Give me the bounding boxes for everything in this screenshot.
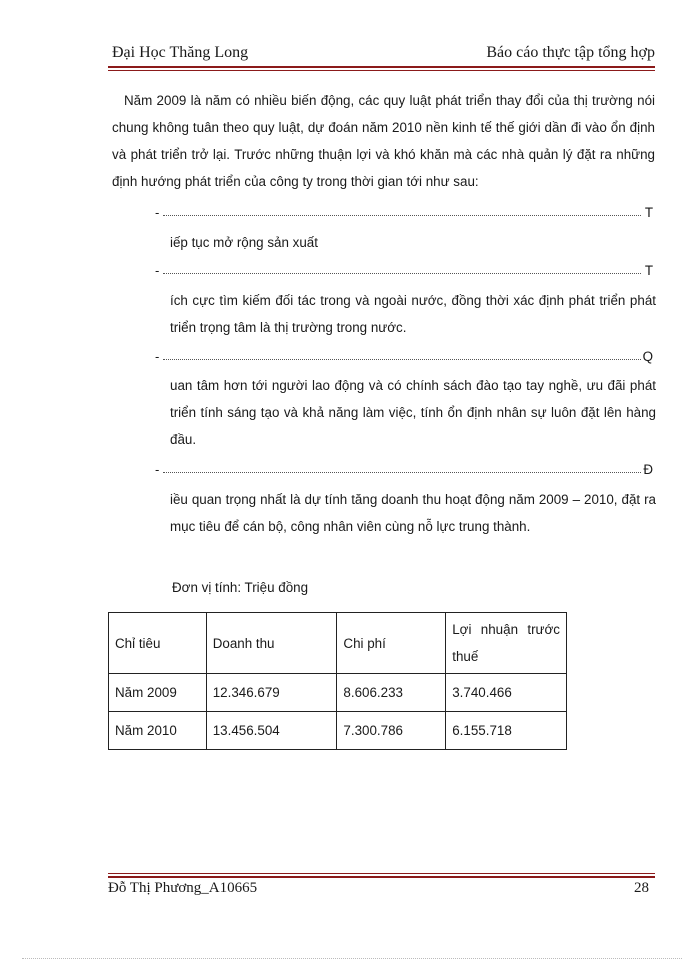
table-cell: 6.155.718 — [446, 712, 567, 750]
table-cell: 7.300.786 — [337, 712, 446, 750]
bullet-text-4: iều quan trọng nhất là dự tính tăng doanh thu hoạt động năm 2009 – 2010, đặt ra mục tiêu để cán bộ, công nhân viên cùng nỗ lực trung thành. — [170, 492, 656, 534]
page-number: 28 — [634, 880, 649, 896]
table-cell: 3.740.466 — [446, 674, 567, 712]
bullet-leader-3 — [155, 349, 657, 369]
footer-author: Đỗ Thị Phương_A10665 — [108, 880, 258, 896]
bullet-text-2: ích cực tìm kiếm đối tác trong và ngoài nước, đồng thời xác định phát triển phát triển trọng tâm là thị trường trong nước. — [170, 293, 656, 335]
header-university: Đại Học Thăng Long — [112, 44, 249, 61]
page-header — [108, 42, 655, 66]
bullet-initial-letter: T — [644, 205, 653, 220]
bullet-dash: - — [155, 205, 160, 220]
bullet-initial-letter: Q — [642, 349, 653, 364]
bullet-text-1: iếp tục mở rộng sản xuất — [170, 235, 318, 250]
table-cell: Năm 2010 — [109, 712, 207, 750]
table-header-cell: Chỉ tiêu — [109, 613, 207, 674]
table-cell: 12.346.679 — [206, 674, 337, 712]
table-cell: 13.456.504 — [206, 712, 337, 750]
table-cell: Năm 2009 — [109, 674, 207, 712]
bullet-leader-2 — [155, 263, 657, 283]
table-row — [109, 712, 567, 750]
header-report-title: Báo cáo thực tập tổng hợp — [486, 44, 655, 61]
dotted-leader — [163, 215, 641, 216]
header-rule-thin — [108, 70, 655, 71]
dotted-leader — [163, 359, 641, 360]
bullet-dash: - — [155, 263, 160, 278]
table-row — [109, 674, 567, 712]
table-header-cell: Lợi nhuận trước thuế — [446, 613, 567, 674]
bullet-leader-1 — [155, 205, 657, 225]
bullet-initial-letter: Đ — [643, 462, 653, 477]
bullet-text-3: uan tâm hơn tới người lao động và có chính sách đào tạo tay nghề, ưu đãi phát triển tính sáng tạo và khả năng làm việc, tính ổn định nhân sự luôn đặt lên hàng đầu. — [170, 378, 656, 447]
page-edge-dotted-line — [22, 958, 682, 959]
bullet-initial-letter: T — [644, 263, 653, 278]
table-header-cell: Doanh thu — [206, 613, 337, 674]
page-footer — [108, 880, 655, 902]
dotted-leader — [163, 273, 641, 274]
header-rule-thick — [108, 66, 655, 68]
bullet-dash: - — [155, 349, 160, 364]
dotted-leader — [163, 472, 641, 473]
footer-rule-thin — [108, 873, 655, 874]
intro-paragraph: Năm 2009 là năm có nhiều biến động, các quy luật phát triển thay đổi của thị trường nói chung không tuân theo quy luật, dự đoán năm 2010 nền kinh tế thế giới dần đi vào ổn định và phát triển trở lại. Trước những thuận lợi và khó khăn mà các nhà quản lý đặt ra những định hướng phát triển của công ty trong thời gian tới như sau: — [112, 93, 655, 189]
bullet-dash: - — [155, 462, 160, 477]
unit-label: Đơn vị tính: Triệu đồng — [172, 580, 309, 595]
table-header-row — [109, 613, 567, 674]
revenue-table — [108, 612, 567, 750]
footer-rule-thick — [108, 876, 655, 878]
bullet-leader-4 — [155, 462, 657, 482]
table-cell: 8.606.233 — [337, 674, 446, 712]
table-header-cell: Chi phí — [337, 613, 446, 674]
